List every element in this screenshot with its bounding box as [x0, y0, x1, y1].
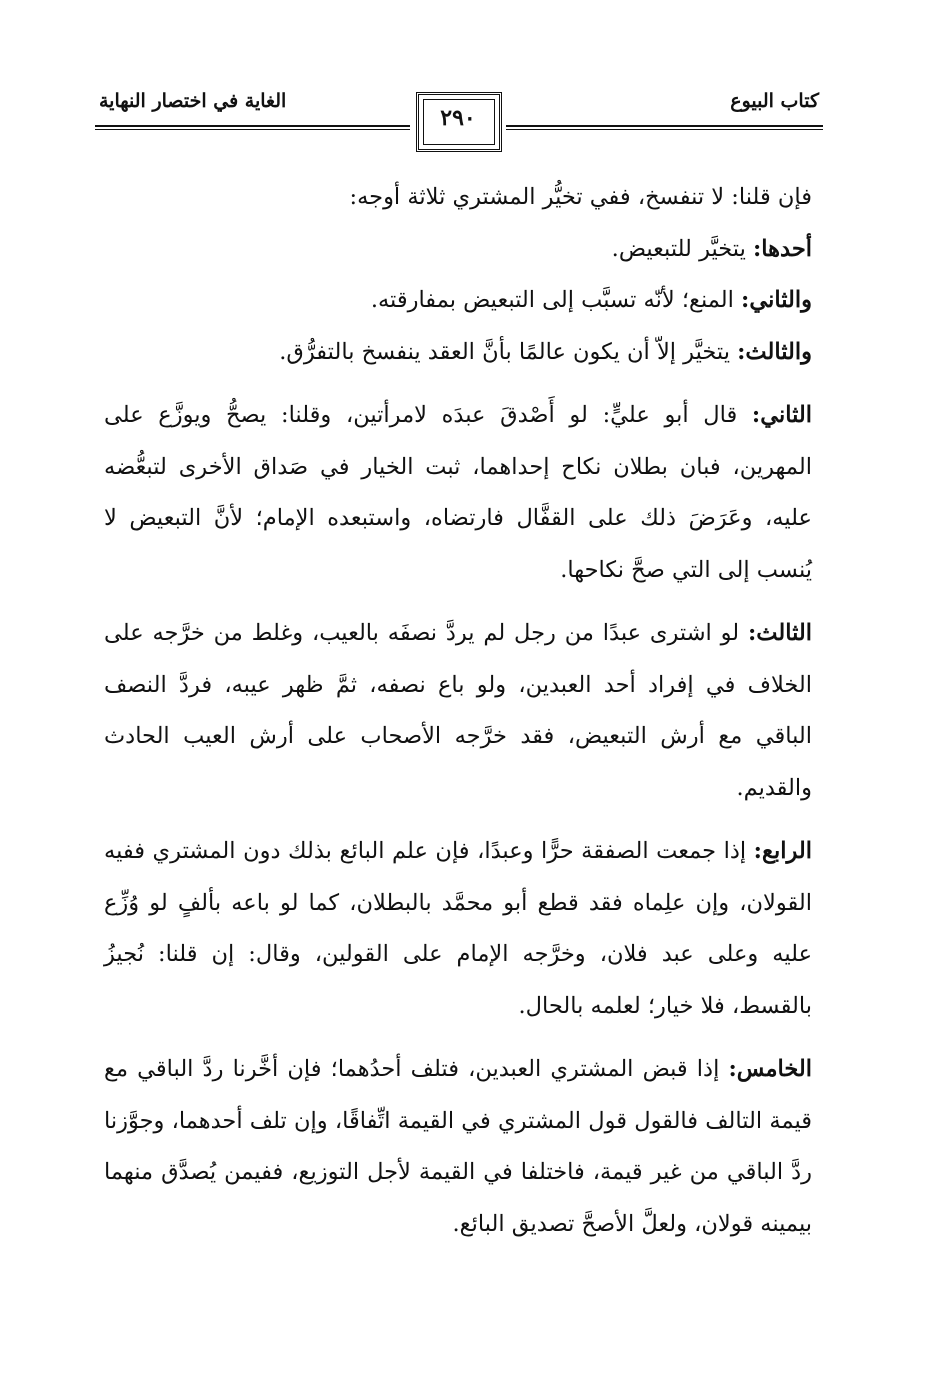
paragraph-lead: أحدها:	[753, 235, 812, 262]
paragraph-text: فإن قلنا: لا تنفسخ، ففي تخيُّر المشتري ثلاثة أوجه:	[349, 184, 812, 210]
book-title: الغاية في اختصار النهاية	[95, 90, 290, 112]
paragraph-fifth-issue	[104, 1044, 812, 1250]
paragraph-text: المنع؛ لأنّه تسبَّب إلى التبعيض بمفارقته.	[370, 287, 742, 313]
paragraph-lead: والثاني:	[741, 287, 812, 313]
paragraph-text: إذا جمعت الصفقة حرًّا وعبدًا، فإن علم البائع بذلك دون المشتري ففيه القولان، وإن علِماه فقد قطع أبو محمَّد بالبطلان، كما لو باعه بألفٍ لو وُزِّع عليه وعلى عبد فلان، وخرَّجه الإمام على القولين، وقال: إن قلنا: نُجيزُ بالقسط، فلا خيار؛ لعلمه بالحال.	[104, 838, 812, 1019]
book-section-title: كتاب البيوع	[726, 90, 823, 112]
paragraph-lead: الخامس:	[728, 1056, 812, 1082]
paragraph-option-1	[104, 224, 812, 276]
page-number-ornament	[410, 88, 506, 152]
paragraph-lead: الرابع:	[753, 838, 812, 864]
paragraph-intro	[104, 172, 812, 224]
page-body	[104, 172, 812, 1250]
paragraph-text: يتخيَّر للتبعيض.	[611, 235, 753, 262]
paragraph-text: لو اشترى عبدًا من رجل لم يردَّ نصفَه بالعيب، وغلط من خرَّجه على الخلاف في إفراد أحد العبدين، ولو باع نصفه، ثمَّ ظهر عيبه، فردَّ النصف الباقي مع أرش التبعيض، فقد خرَّجه الأصحاب على أرش العيب الحادث والقديم.	[104, 620, 812, 801]
paragraph-third-issue	[104, 608, 812, 814]
page-number: ٢٩٠	[440, 105, 476, 131]
paragraph-lead: الثاني:	[751, 402, 812, 428]
paragraph-second-issue	[104, 390, 812, 596]
paragraph-text: يتخيَّر إلاّ أن يكون عالمًا بأنَّ العقد ينفسخ بالتفرُّق.	[279, 338, 738, 365]
paragraph-text: قال أبو عليٍّ: لو أَصْدقَ عبدَه لامرأتين، وقلنا: يصحُّ ويوزَّع على المهرين، فبان بطلان نكاح إحداهما، ثبت الخيار في صَداق الأخرى لتبعُّضه عليه، وعَرَضَ ذلك على القفَّال فارتضاه، واستبعده الإمام؛ لأنَّ التبعيض لا يُنسب إلى التي صحَّ نكاحها.	[104, 402, 812, 583]
paragraph-lead: الثالث:	[747, 620, 812, 646]
paragraph-fourth-issue	[104, 826, 812, 1032]
paragraph-option-2	[104, 275, 812, 327]
paragraph-text: إذا قبض المشتري العبدين، فتلف أحدُهما؛ فإن أخَّرنا ردَّ الباقي مع قيمة التالف فالقول قول المشتري في القيمة اتِّفاقًا، وإن تلف أحدهما، وجوَّزنا ردَّ الباقي من غير قيمة، فاختلفا في القيمة لأجل التوزيع، ففيمن يُصدَّق منهما بيمينه قولان، ولعلَّ الأصحَّ تصديق البائع.	[104, 1056, 812, 1237]
paragraph-option-3	[104, 327, 812, 379]
page-header	[95, 88, 823, 158]
paragraph-lead: والثالث:	[737, 338, 812, 365]
